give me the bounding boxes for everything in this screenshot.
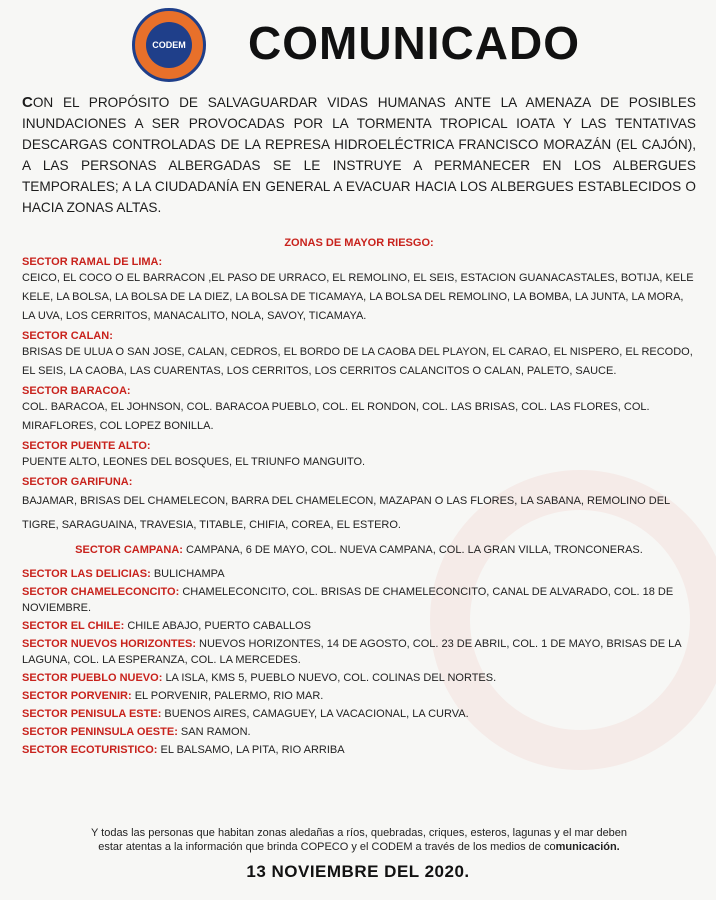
communique-date: 13 NOVIEMBRE DEL 2020. — [246, 862, 470, 881]
sector-places: NUEVOS HORIZONTES, 14 DE AGOSTO, COL. 23 DE ABRIL, COL. 1 DE MAYO, BRISAS DE LA LAGUNA, COL. LA ESPERANZA, COL. LA MERCEDES. — [22, 638, 681, 666]
codem-logo — [132, 8, 206, 82]
sector-name: SECTOR RAMAL DE LIMA: — [22, 256, 163, 268]
sector-name: SECTOR NUEVOS HORIZONTES: — [22, 638, 196, 650]
sector-places: CAMPANA, 6 DE MAYO, COL. NUEVA CAMPANA, COL. LA GRAN VILLA, TRONCONERAS. — [186, 544, 643, 556]
sector-name: SECTOR PORVENIR: — [22, 690, 132, 702]
sector-places: EL BALSAMO, LA PITA, RIO ARRIBA — [160, 744, 345, 756]
sector-name: SECTOR PUEBLO NUEVO: — [22, 672, 163, 684]
sector-nuevos-horizontes — [22, 636, 696, 668]
sector-puente-alto — [22, 440, 696, 472]
footer-line-2-text: estar atentas a la información que brinda COPECO y el CODEM a través de los medios de co — [98, 841, 556, 853]
risk-zones — [22, 237, 696, 760]
sector-name: SECTOR CHAMELECONCITO: — [22, 586, 180, 598]
sector-places: EL PORVENIR, PALERMO, RIO MAR. — [134, 690, 324, 702]
intro-initial: C — [22, 94, 33, 111]
zones-title: ZONAS DE MAYOR RIESGO: — [284, 237, 434, 249]
sector-places: CHAMELECONCITO, COL. BRISAS DE CHAMELECONCITO, CANAL DE ALVARADO, COL. 18 DE NOVIEMBRE. — [22, 586, 674, 614]
sector-pueblo-nuevo — [22, 670, 696, 686]
sector-places: LA ISLA, KMS 5, PUEBLO NUEVO, COL. COLINAS DEL NORTES. — [165, 672, 497, 684]
sector-name: SECTOR ECOTURISTICO: — [22, 744, 158, 756]
sector-name: SECTOR PENISULA ESTE: — [22, 708, 162, 720]
codem-logo-inner — [146, 22, 192, 68]
sector-las-delicias — [22, 566, 696, 582]
footer-note — [22, 826, 696, 854]
footer-line-2 — [22, 840, 696, 854]
sector-places: BRISAS DE ULUA O SAN JOSE, CALAN, CEDROS, EL BORDO DE LA CAOBA DEL PLAYON, EL CARAO, EL NISPERO, EL RECODO, EL SEIS, LA CAOBA, LAS CUARENTAS, LOS CERRITOS, LOS CERRITOS CALANCITOS O CALAN, PALETO, SAUCE. — [22, 346, 693, 377]
sector-calan — [22, 330, 696, 381]
sector-places: CEICO, EL COCO O EL BARRACON ,EL PASO DE URRACO, EL REMOLINO, EL SEIS, ESTACION GUANACASTALES, BOTIJA, KELE KELE, LA BOLSA, LA BOLSA DE LA DIEZ, LA BOLSA DE TICAMAYA, LA BOLSA DEL REMOLINO, LA BOMBA, LA JUNTA, LA MORA, LA UVA, LOS CERRITOS, MANACALITO, NOLA, SAVOY, TICAMAYA. — [22, 272, 694, 322]
sector-name: SECTOR LAS DELICIAS: — [22, 568, 151, 580]
sector-name: SECTOR CAMPANA: — [75, 544, 183, 556]
sector-penisula-este — [22, 706, 696, 722]
footer-line-1: Y todas las personas que habitan zonas aledañas a ríos, quebradas, criques, esteros, lagunas y el mar deben — [90, 827, 628, 839]
sector-ramal-de-lima — [22, 256, 696, 326]
sector-name: SECTOR PUENTE ALTO: — [22, 440, 151, 452]
inline-sectors — [22, 566, 696, 758]
sector-baracoa — [22, 385, 696, 436]
logo-text: CODEM — [152, 40, 186, 50]
footer-line-2-bold: municación. — [555, 841, 620, 853]
sector-places: SAN RAMON. — [180, 726, 251, 738]
sector-peninsula-oeste — [22, 724, 696, 740]
header — [0, 0, 716, 88]
page-title: COMUNICADO — [248, 17, 580, 69]
sector-name: SECTOR GARIFUNA: — [22, 476, 133, 488]
sector-name: SECTOR PENINSULA OESTE: — [22, 726, 178, 738]
sector-el-chile — [22, 618, 696, 634]
sector-garifuna — [22, 476, 696, 537]
sector-places: COL. BARACOA, EL JOHNSON, COL. BARACOA PUEBLO, COL. EL RONDON, COL. LAS BRISAS, COL. LAS FLORES, COL. MIRAFLORES, COL LOPEZ BONILLA. — [22, 401, 650, 432]
sector-ecoturistico — [22, 742, 696, 758]
sector-places: BAJAMAR, BRISAS DEL CHAMELECON, BARRA DEL CHAMELECON, MAZAPAN O LAS FLORES, LA SABANA, REMOLINO DEL TIGRE, SARAGUAINA, TRAVESIA, TITABLE, CHIFIA, COREA, EL ESTERO. — [22, 495, 670, 531]
sector-name: SECTOR CALAN: — [22, 330, 113, 342]
intro-paragraph — [22, 92, 696, 218]
sector-porvenir — [22, 688, 696, 704]
sector-places: BULICHAMPA — [153, 568, 225, 580]
sector-campana — [22, 541, 696, 560]
sector-chameleconcito — [22, 584, 696, 616]
sector-places: PUENTE ALTO, LEONES DEL BOSQUES, EL TRIUNFO MANGUITO. — [22, 456, 366, 468]
intro-text: ON EL PROPÓSITO DE SALVAGUARDAR VIDAS HUMANAS ANTE LA AMENAZA DE POSIBLES INUNDACIONES A SER PROVOCADAS POR LA TORMENTA TROPICAL IOATA Y LAS TENTATIVAS DESCARGAS CONTROLADAS DE LA REPRESA HIDROELÉCTRICA FRANCISCO MORAZÁN (EL CAJÓN), A LAS PERSONAS ALBERGADAS SE LE INSTRUYE A PERMANECER EN LOS ALBERGUES TEMPORALES; A LA CIUDADANÍA EN GENERAL A EVACUAR HACIA LOS ALBERGUES ESTABLECIDOS O HACIA ZONAS ALTAS. — [22, 95, 696, 215]
sector-places: BUENOS AIRES, CAMAGUEY, LA VACACIONAL, LA CURVA. — [164, 708, 469, 720]
sector-name: SECTOR EL CHILE: — [22, 620, 125, 632]
sector-name: SECTOR BARACOA: — [22, 385, 131, 397]
sector-places: CHILE ABAJO, PUERTO CABALLOS — [127, 620, 311, 632]
